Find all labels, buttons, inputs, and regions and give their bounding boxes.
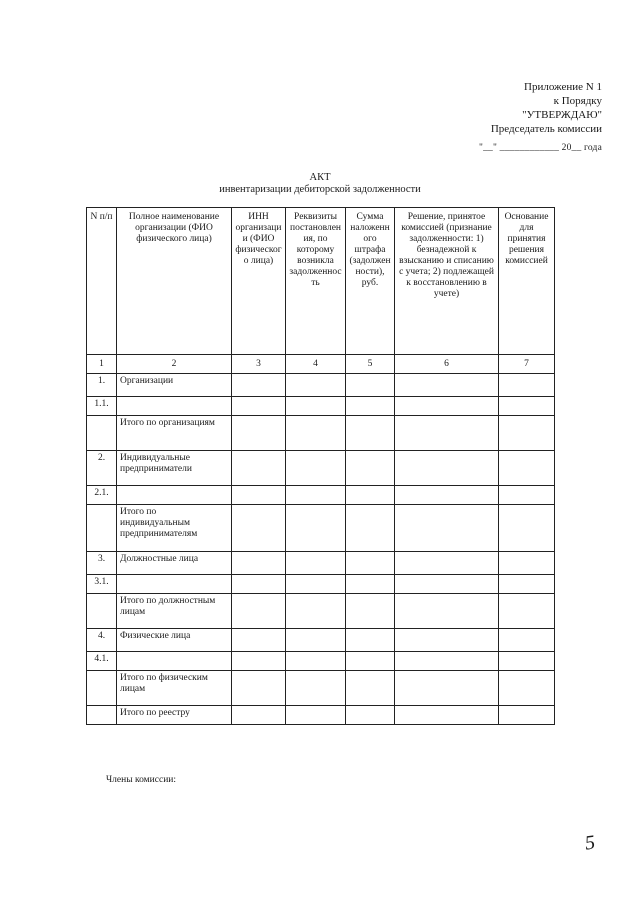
table-cell <box>232 671 286 706</box>
table-cell <box>286 505 346 552</box>
table-cell <box>499 505 555 552</box>
table-cell <box>499 397 555 416</box>
table-cell <box>395 594 499 629</box>
table-row <box>87 486 555 505</box>
table-cell <box>286 706 346 725</box>
table-cell <box>346 706 395 725</box>
approval-block <box>479 80 602 155</box>
row-name: Должностные лица <box>117 552 232 575</box>
col-number: 6 <box>395 355 499 374</box>
appendix-label: Приложение N 1 <box>524 81 602 93</box>
row-number: 1. <box>87 374 117 397</box>
col-number: 3 <box>232 355 286 374</box>
table-cell <box>346 629 395 652</box>
table-row <box>87 706 555 725</box>
table-cell <box>499 706 555 725</box>
header-decision: Решение, принятое комиссией (признание задолженности: 1) безнадежной к взысканию и списанию с учета; 2) подлежащей к восстановлению в учете) <box>395 208 499 355</box>
row-name <box>117 652 232 671</box>
table-row <box>87 629 555 652</box>
commission-chair-label: Председатель комиссии <box>490 123 602 135</box>
row-name: Итого по индивидуальным предпринимателям <box>117 505 232 552</box>
title-subject: инвентаризации дебиторской задолженности <box>219 184 421 195</box>
row-name: Организации <box>117 374 232 397</box>
row-number <box>87 671 117 706</box>
row-name <box>117 575 232 594</box>
row-name: Итого по реестру <box>117 706 232 725</box>
table-cell <box>232 486 286 505</box>
table-cell <box>346 486 395 505</box>
row-number: 1.1. <box>87 397 117 416</box>
table-row <box>87 652 555 671</box>
row-name: Итого по организациям <box>117 416 232 451</box>
table-cell <box>499 416 555 451</box>
table-cell <box>395 706 499 725</box>
table-cell <box>499 486 555 505</box>
header-name: Полное наименование организации (ФИО физического лица) <box>117 208 232 355</box>
table-cell <box>499 451 555 486</box>
table-cell <box>395 505 499 552</box>
table-cell <box>232 451 286 486</box>
header-basis: Основание для принятия решения комиссией <box>499 208 555 355</box>
commission-members-label: Члены комиссии: <box>106 775 177 785</box>
table-row <box>87 671 555 706</box>
table-cell <box>286 629 346 652</box>
table-cell <box>232 552 286 575</box>
table-cell <box>232 505 286 552</box>
table-cell <box>346 671 395 706</box>
row-name <box>117 397 232 416</box>
document-title <box>0 172 640 196</box>
table-cell <box>286 486 346 505</box>
table-row <box>87 594 555 629</box>
row-number: 4.1. <box>87 652 117 671</box>
table-cell <box>286 594 346 629</box>
table-cell <box>499 594 555 629</box>
table-cell <box>286 397 346 416</box>
table-cell <box>346 397 395 416</box>
col-number: 5 <box>346 355 395 374</box>
table-cell <box>395 397 499 416</box>
table-cell <box>286 416 346 451</box>
table-cell <box>346 374 395 397</box>
table-cell <box>346 505 395 552</box>
table-cell <box>499 374 555 397</box>
header-number: N п/п <box>87 208 117 355</box>
table-cell <box>395 374 499 397</box>
table-cell <box>232 397 286 416</box>
inventory-table <box>86 207 555 725</box>
col-number: 1 <box>87 355 117 374</box>
table-cell <box>286 652 346 671</box>
table-cell <box>499 671 555 706</box>
column-number-row <box>87 355 555 374</box>
table-cell <box>232 706 286 725</box>
row-name: Итого по физическим лицам <box>117 671 232 706</box>
table-row <box>87 397 555 416</box>
table-cell <box>232 374 286 397</box>
table-cell <box>395 486 499 505</box>
table-cell <box>286 671 346 706</box>
table-row <box>87 374 555 397</box>
col-number: 4 <box>286 355 346 374</box>
table-row <box>87 451 555 486</box>
table-cell <box>499 575 555 594</box>
table-cell <box>232 594 286 629</box>
table-row <box>87 505 555 552</box>
row-number <box>87 706 117 725</box>
table-row <box>87 575 555 594</box>
row-number: 3. <box>87 552 117 575</box>
table-cell <box>286 552 346 575</box>
table-cell <box>395 652 499 671</box>
header-inn: ИНН организации (ФИО физического лица) <box>232 208 286 355</box>
col-number: 2 <box>117 355 232 374</box>
header-amount: Сумма наложенного штрафа (задолженности), руб. <box>346 208 395 355</box>
table-cell <box>499 552 555 575</box>
table-header-row <box>87 208 555 355</box>
table-cell <box>232 652 286 671</box>
header-resolution: Реквизиты постановления, по которому возникла задолженность <box>286 208 346 355</box>
row-number <box>87 594 117 629</box>
row-name: Индивидуальные предприниматели <box>117 451 232 486</box>
row-number: 4. <box>87 629 117 652</box>
table-row <box>87 552 555 575</box>
page-number: 5 <box>583 831 597 855</box>
table-cell <box>286 374 346 397</box>
table-cell <box>346 652 395 671</box>
table-cell <box>395 575 499 594</box>
table-cell <box>346 416 395 451</box>
table-cell <box>395 451 499 486</box>
table-cell <box>286 451 346 486</box>
table-row <box>87 416 555 451</box>
approve-label: "УТВЕРЖДАЮ" <box>522 109 602 121</box>
table-cell <box>346 552 395 575</box>
row-number: 3.1. <box>87 575 117 594</box>
table-cell <box>499 652 555 671</box>
table-cell <box>232 416 286 451</box>
table-cell <box>395 416 499 451</box>
table-cell <box>395 552 499 575</box>
order-reference: к Порядку <box>553 95 602 107</box>
table-cell <box>395 671 499 706</box>
table-cell <box>232 575 286 594</box>
row-number <box>87 505 117 552</box>
table-cell <box>346 575 395 594</box>
row-number <box>87 416 117 451</box>
row-name <box>117 486 232 505</box>
table-cell <box>395 629 499 652</box>
table-cell <box>232 629 286 652</box>
table-cell <box>346 451 395 486</box>
table-cell <box>346 594 395 629</box>
row-name: Физические лица <box>117 629 232 652</box>
table-cell <box>499 629 555 652</box>
row-name: Итого по должностным лицам <box>117 594 232 629</box>
col-number: 7 <box>499 355 555 374</box>
title-act: АКТ <box>309 172 331 183</box>
row-number: 2. <box>87 451 117 486</box>
table-cell <box>286 575 346 594</box>
row-number: 2.1. <box>87 486 117 505</box>
approval-date-line: "__" ____________ 20__ года <box>479 143 602 153</box>
